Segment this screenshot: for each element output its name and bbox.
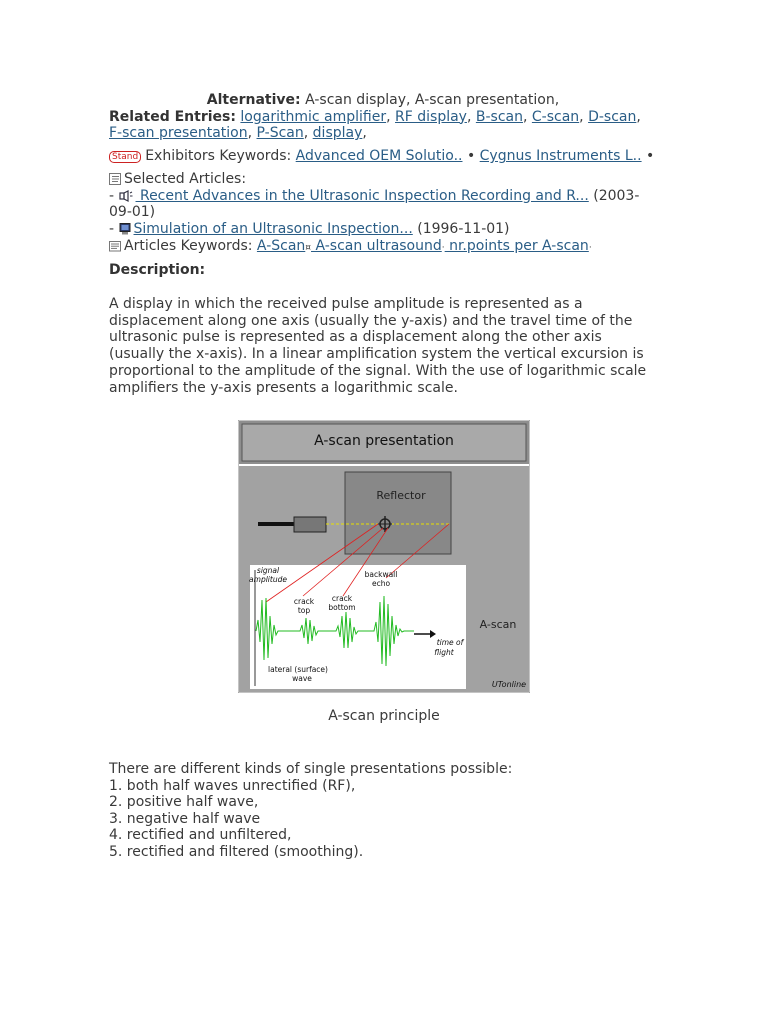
bullet: • [466,148,476,165]
related-link-rf-display[interactable]: RF display [395,108,467,125]
crack-bottom-label: crack [331,594,353,603]
article-item [109,221,657,238]
a-scan-label: A-scan [479,618,517,631]
entry-content [109,92,657,396]
related-link-b-scan[interactable]: B-scan [475,108,523,125]
description-heading-text: Description: [109,262,206,279]
description-text: A display in which the received pulse amplitude is represented as a displacement along one axis (usually the y-axis) and the travel time of the ultrasonic pulse is represented as a displacement along the other axis (usually the x-axis). In a linear amplification system the vertical excursion is proportional to the amplitude of the signal. With the use of logarithmic scale amplifiers the y-axis presents a logarithmic scale. [109,296,647,396]
alternative-text: A-scan display, A-scan presentation, [305,92,560,108]
lateral-wave-label-2: wave [292,674,312,683]
related-label: Related Entries: [109,108,236,125]
description-heading [109,262,657,279]
dash: - [109,187,115,204]
keyword-link-a-scan[interactable]: A-Scan [256,237,306,254]
bullet: • [646,148,655,165]
list-item: 5. rectified and filtered (smoothing). [109,843,364,860]
figure-title: A-scan presentation [314,433,454,449]
keyword-link-a-scan-ultrasound[interactable]: A-scan ultrasound [311,237,442,254]
article-date: (2003-09-01) [109,187,640,221]
a-scan-figure [238,420,530,693]
alternative-line [109,92,657,109]
list-item: 4. rectified and unfiltered, [109,827,292,843]
reflector-label: Reflector [376,489,426,502]
exhibitors-label: Exhibitors Keywords: [145,148,292,165]
related-link-f-scan-presentation[interactable]: F-scan presentation [109,125,248,142]
speaker-icon [119,190,133,202]
crack-bottom-label-2: bottom [328,603,356,612]
article-item [109,188,657,221]
exhibitor-link-cygnus[interactable]: Cygnus Instruments L.. [479,148,642,165]
backwall-label: backwall [364,570,398,579]
time-of-flight-label: time of [436,638,464,647]
probe [294,517,326,532]
related-link-logarithmic-amplifier[interactable]: logarithmic amplifier [240,108,387,125]
keyword-link-nr-points[interactable]: nr.points per A-scan [444,237,589,254]
articles-keywords-line: Articles Keywords: A-Scan¤ A-scan ultrasound· nr.points per A-scan· [109,238,657,257]
list-icon [109,173,121,185]
document-icon [109,240,121,252]
crack-top-label-2: top [297,606,311,615]
stand-badge-icon: Stand [109,151,141,163]
articles-keywords-label: Articles Keywords: [124,237,253,254]
exhibitor-link-advanced-oem[interactable]: Advanced OEM Solutio.. [295,148,463,165]
article-link-simulation[interactable]: Simulation of an Ultrasonic Inspection... [133,220,413,237]
exhibitors-line [109,148,657,165]
list-item: 3. negative half wave [109,810,261,827]
dash: - [109,220,115,237]
computer-icon [119,223,131,235]
lateral-wave-label: lateral (surface) [268,665,328,674]
presentations-list [109,761,657,860]
list-item: 2. positive half wave, [109,794,259,810]
signal-amplitude-label-2: amplitude [249,575,287,584]
list-intro: There are different kinds of single presentations possible: [109,761,513,777]
crack-top-label: crack [293,597,315,606]
selected-articles-heading [109,171,657,188]
related-entries: Related Entries: logarithmic amplifier, RF display, B-scan, C-scan, D-scan, F-scan presentation, P-Scan, display, [109,108,641,142]
signal-amplitude-label: signal [256,566,280,575]
related-link-c-scan[interactable]: C-scan [531,108,580,125]
related-link-display[interactable]: display [312,125,363,142]
alternative-label: Alternative: [206,92,301,108]
figure-caption: A-scan principle [328,708,440,724]
list-item: 1. both half waves unrectified (RF), [109,777,356,794]
backwall-label-2: echo [371,579,391,588]
related-link-p-scan[interactable]: P-Scan [256,125,304,142]
time-of-flight-label-2: flight [434,648,454,657]
article-link-recent-advances[interactable]: Recent Advances in the Ultrasonic Inspection Recording and R... [135,187,589,204]
brand-label: UTonline [491,680,527,689]
article-date: (1996-11-01) [417,220,510,237]
selected-articles-label: Selected Articles: [124,170,247,187]
related-link-d-scan[interactable]: D-scan [588,108,637,125]
